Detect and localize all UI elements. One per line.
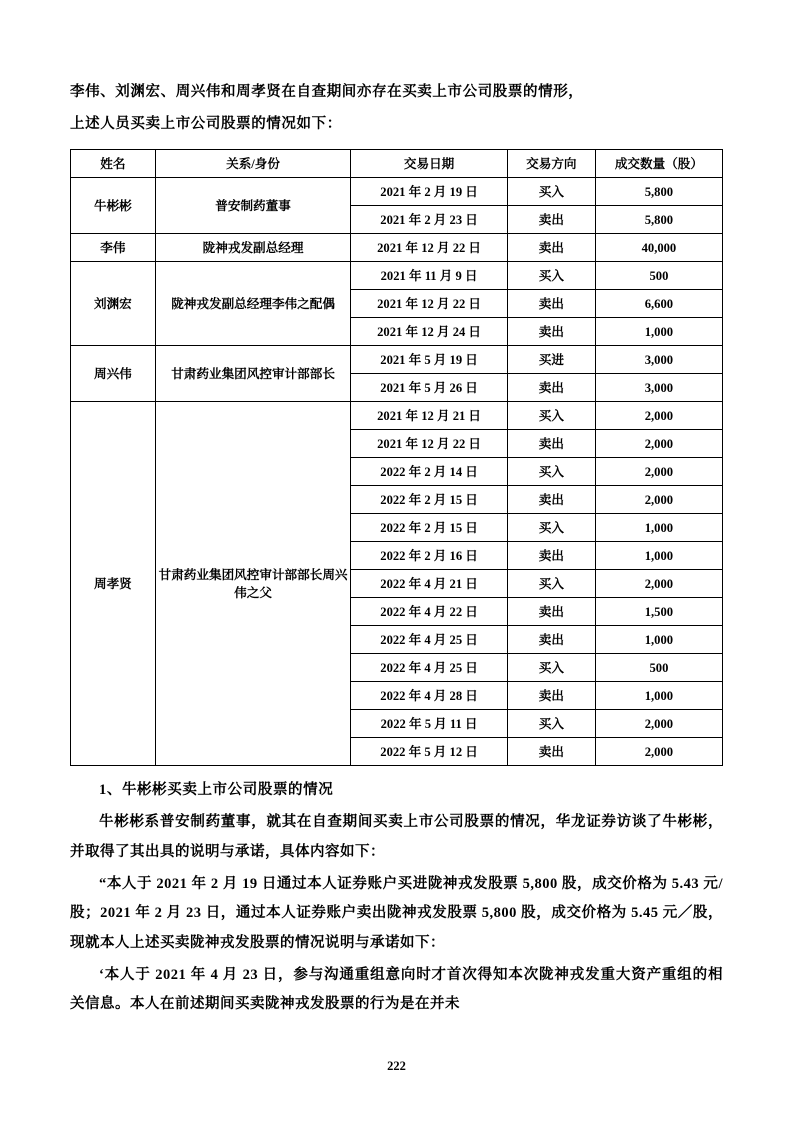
cell-direction: 买入 xyxy=(507,262,595,290)
cell-date: 2022 年 5 月 11 日 xyxy=(351,710,507,738)
cell-direction: 买入 xyxy=(507,402,595,430)
cell-name: 周孝贤 xyxy=(71,402,156,766)
cell-direction: 卖出 xyxy=(507,318,595,346)
table-header-row xyxy=(71,150,723,178)
cell-date: 2021 年 12 月 24 日 xyxy=(351,318,507,346)
cell-relation: 陇神戎发副总经理 xyxy=(155,234,351,262)
cell-direction: 买入 xyxy=(507,458,595,486)
cell-relation: 普安制药董事 xyxy=(155,178,351,234)
cell-quantity: 1,000 xyxy=(595,682,722,710)
cell-quantity: 2,000 xyxy=(595,710,722,738)
table-body xyxy=(71,178,723,766)
cell-quantity: 1,000 xyxy=(595,626,722,654)
cell-date: 2021 年 2 月 19 日 xyxy=(351,178,507,206)
table-row xyxy=(71,234,723,262)
body-paragraph-2: “本人于 2021 年 2 月 19 日通过本人证券账户买进陇神戎发股票 5,800 股，成交价格为 5.43 元/股；2021 年 2 月 23 日，通过本人证券账户卖出陇神戎发股票 5,800 股，成交价格为 5.45 元／股，现就本人上述买卖陇神戎发股票的情况说明与承诺如下： xyxy=(70,875,723,952)
cell-quantity: 2,000 xyxy=(595,430,722,458)
cell-relation: 甘肃药业集团风控审计部部长 xyxy=(155,346,351,402)
cell-date: 2022 年 4 月 25 日 xyxy=(351,654,507,682)
cell-name: 周兴伟 xyxy=(71,346,156,402)
stock-trading-table xyxy=(70,149,723,766)
cell-relation: 陇神戎发副总经理李伟之配偶 xyxy=(155,262,351,346)
cell-quantity: 500 xyxy=(595,654,722,682)
cell-date: 2022 年 2 月 15 日 xyxy=(351,514,507,542)
intro-line-1: 李伟、刘渊宏、周兴伟和周孝贤在自查期间亦存在买卖上市公司股票的情形， xyxy=(70,84,584,100)
cell-direction: 卖出 xyxy=(507,626,595,654)
cell-quantity: 5,800 xyxy=(595,178,722,206)
cell-quantity: 1,500 xyxy=(595,598,722,626)
cell-quantity: 1,000 xyxy=(595,542,722,570)
cell-direction: 卖出 xyxy=(507,206,595,234)
cell-quantity: 1,000 xyxy=(595,318,722,346)
cell-date: 2021 年 12 月 22 日 xyxy=(351,290,507,318)
cell-quantity: 2,000 xyxy=(595,402,722,430)
cell-direction: 卖出 xyxy=(507,290,595,318)
table-row xyxy=(71,178,723,206)
cell-date: 2021 年 5 月 19 日 xyxy=(351,346,507,374)
cell-direction: 买入 xyxy=(507,178,595,206)
cell-quantity: 6,600 xyxy=(595,290,722,318)
cell-quantity: 2,000 xyxy=(595,486,722,514)
cell-quantity: 3,000 xyxy=(595,374,722,402)
cell-date: 2022 年 4 月 28 日 xyxy=(351,682,507,710)
cell-quantity: 5,800 xyxy=(595,206,722,234)
table-row xyxy=(71,262,723,290)
cell-direction: 卖出 xyxy=(507,234,595,262)
cell-direction: 买入 xyxy=(507,570,595,598)
cell-direction: 卖出 xyxy=(507,374,595,402)
cell-direction: 买入 xyxy=(507,654,595,682)
intro-line-2: 上述人员买卖上市公司股票的情况如下： xyxy=(70,115,342,132)
cell-quantity: 500 xyxy=(595,262,722,290)
cell-date: 2021 年 2 月 23 日 xyxy=(351,206,507,234)
cell-date: 2022 年 2 月 14 日 xyxy=(351,458,507,486)
cell-direction: 卖出 xyxy=(507,486,595,514)
col-header-name: 姓名 xyxy=(71,150,156,178)
body-paragraph-3: ‘本人于 2021 年 4 月 23 日，参与沟通重组意向时才首次得知本次陇神戎发重大资产重组的相关信息。本人在前述期间买卖陇神戎发股票的行为是在并未 xyxy=(70,966,723,1013)
section-heading: 1、牛彬彬买卖上市公司股票的情况 xyxy=(99,782,334,799)
body-paragraph-1: 牛彬彬系普安制药董事，就其在自查期间买卖上市公司股票的情况，华龙证券访谈了牛彬彬，并取得了其出具的说明与承诺，具体内容如下： xyxy=(70,814,723,860)
col-header-date: 交易日期 xyxy=(351,150,507,178)
table-row xyxy=(71,402,723,430)
cell-date: 2022 年 4 月 21 日 xyxy=(351,570,507,598)
cell-name: 李伟 xyxy=(71,234,156,262)
cell-date: 2021 年 11 月 9 日 xyxy=(351,262,507,290)
cell-direction: 买入 xyxy=(507,710,595,738)
cell-direction: 卖出 xyxy=(507,542,595,570)
cell-direction: 卖出 xyxy=(507,682,595,710)
cell-date: 2022 年 5 月 12 日 xyxy=(351,738,507,766)
cell-date: 2021 年 12 月 22 日 xyxy=(351,430,507,458)
cell-date: 2022 年 4 月 25 日 xyxy=(351,626,507,654)
cell-direction: 卖出 xyxy=(507,738,595,766)
cell-date: 2021 年 12 月 22 日 xyxy=(351,234,507,262)
table-row xyxy=(71,346,723,374)
cell-name: 牛彬彬 xyxy=(71,178,156,234)
cell-relation: 甘肃药业集团风控审计部部长周兴伟之父 xyxy=(155,402,351,766)
cell-quantity: 3,000 xyxy=(595,346,722,374)
col-header-quantity: 成交数量（股） xyxy=(595,150,722,178)
col-header-direction: 交易方向 xyxy=(507,150,595,178)
cell-direction: 买入 xyxy=(507,514,595,542)
cell-quantity: 40,000 xyxy=(595,234,722,262)
cell-date: 2022 年 4 月 22 日 xyxy=(351,598,507,626)
cell-name: 刘渊宏 xyxy=(71,262,156,346)
col-header-relation: 关系/身份 xyxy=(155,150,351,178)
cell-direction: 卖出 xyxy=(507,430,595,458)
cell-quantity: 2,000 xyxy=(595,458,722,486)
cell-date: 2021 年 12 月 21 日 xyxy=(351,402,507,430)
cell-quantity: 2,000 xyxy=(595,738,722,766)
cell-quantity: 1,000 xyxy=(595,514,722,542)
cell-direction: 卖出 xyxy=(507,598,595,626)
page-number: 222 xyxy=(387,1059,406,1073)
cell-date: 2021 年 5 月 26 日 xyxy=(351,374,507,402)
cell-date: 2022 年 2 月 16 日 xyxy=(351,542,507,570)
cell-date: 2022 年 2 月 15 日 xyxy=(351,486,507,514)
cell-quantity: 2,000 xyxy=(595,570,722,598)
cell-direction: 买进 xyxy=(507,346,595,374)
intro-block xyxy=(70,78,723,139)
